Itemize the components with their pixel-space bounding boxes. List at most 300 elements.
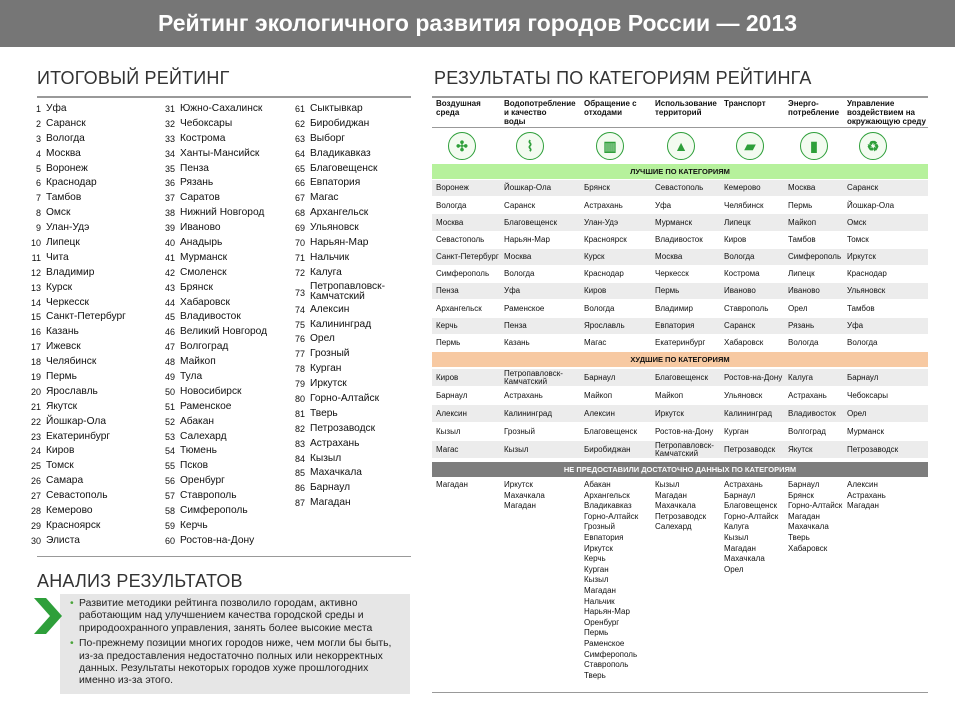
category-cell: Пенза (436, 286, 459, 296)
nodata-city: Керчь (584, 554, 606, 564)
category-cell: Пермь (788, 200, 813, 210)
ranking-row (30, 251, 126, 266)
city-name: Алексин (310, 303, 350, 315)
city-name: Саратов (180, 192, 220, 204)
category-cell: Майкоп (584, 390, 613, 400)
ranking-row (30, 430, 126, 445)
category-cell: Алексин (436, 408, 467, 418)
ranking-row (160, 266, 267, 281)
rank-number: 83 (294, 438, 305, 449)
city-name: Кызыл (310, 452, 342, 464)
city-name: Ростов-на-Дону (180, 534, 255, 546)
rank-number: 35 (164, 163, 175, 174)
category-cell: Саранск (724, 320, 756, 330)
category-cell: Уфа (655, 200, 672, 210)
category-cell: Ростов-на-Дону (724, 372, 783, 382)
category-cell: Вологда (788, 338, 819, 348)
category-header: Управление воздействием на окружающую среду (847, 99, 926, 126)
city-name: Самара (46, 475, 84, 487)
rank-number: 24 (30, 446, 41, 457)
rank-number: 64 (294, 148, 305, 159)
city-name: Петропавловск-Камчатский (310, 280, 385, 302)
category-header: Транспорт (724, 99, 766, 108)
city-name: Орел (310, 333, 335, 345)
category-cell: Хабаровск (724, 338, 764, 348)
rank-number: 65 (294, 163, 305, 174)
city-name: Черкесск (46, 296, 90, 308)
category-cell: Липецк (788, 269, 815, 279)
category-cell: Брянск (584, 183, 610, 193)
city-name: Волгоград (180, 341, 229, 353)
rank-number: 85 (294, 468, 305, 479)
category-cell: Пермь (436, 338, 461, 348)
nodata-band: НЕ ПРЕДОСТАВИЛИ ДОСТАТОЧНО ДАННЫХ ПО КАТЕГОРИЯМ (432, 462, 928, 477)
category-cell: Воронеж (436, 183, 469, 193)
category-cell: Магас (436, 444, 459, 454)
city-name: Воронеж (46, 162, 88, 174)
ranking-row (160, 310, 267, 325)
ranking-row (30, 266, 126, 281)
category-cell: Санкт-Петербург (436, 252, 499, 262)
city-name: Хабаровск (180, 296, 230, 308)
ranking-row (160, 459, 267, 474)
city-name: Нижний Новгород (180, 207, 265, 219)
rank-number: 51 (164, 401, 175, 412)
ranking-row (160, 534, 267, 549)
category-cell: Кострома (724, 269, 760, 279)
ranking-row (30, 147, 126, 162)
city-name: Новосибирск (180, 385, 242, 397)
rank-number: 78 (294, 364, 305, 375)
ranking-row (160, 147, 267, 162)
nodata-column (788, 480, 842, 554)
category-cell: Иваново (788, 286, 820, 296)
category-header: Обращение с отходами (584, 99, 637, 117)
rank-number: 77 (294, 349, 305, 360)
category-cell: Вологда (847, 338, 878, 348)
category-header: Воздушная среда (436, 99, 481, 117)
nodata-city: Иркутск (504, 480, 533, 489)
city-name: Челябинск (46, 356, 97, 368)
rank-number: 50 (164, 386, 175, 397)
category-cell: Чебоксары (847, 390, 888, 400)
nodata-city: Благовещенск (724, 501, 777, 511)
rank-number: 9 (35, 223, 41, 234)
city-name: Чита (46, 251, 69, 263)
city-name: Южно-Сахалинск (180, 103, 263, 114)
category-cell: Благовещенск (655, 372, 708, 382)
category-cell: Черкесск (655, 269, 689, 279)
city-name: Тюмень (180, 445, 217, 457)
ranking-row (30, 459, 126, 474)
category-row (432, 387, 928, 405)
nodata-city: Петрозаводск (655, 511, 707, 521)
rank-number: 74 (294, 304, 305, 315)
nodata-city: Астрахань (847, 490, 886, 500)
city-name: Благовещенск (310, 162, 378, 174)
category-cell: Вологда (584, 303, 615, 313)
city-name: Магас (310, 192, 339, 204)
category-cell: Благовещенск (584, 426, 637, 436)
category-cell: Вологда (504, 269, 535, 279)
rank-number: 44 (164, 297, 175, 308)
overall-rating-bottom-rule (37, 556, 411, 557)
category-cell: Петропавловск-Камчатский (504, 368, 563, 386)
city-name: Владимир (46, 266, 95, 278)
category-cell: Йошкар-Ола (504, 183, 552, 193)
rank-number: 25 (30, 461, 41, 472)
rank-number: 55 (164, 461, 175, 472)
ranking-row (290, 191, 405, 206)
nodata-city: Горно-Алтайск (724, 511, 779, 521)
city-name: Саранск (46, 117, 86, 129)
ranking-row (160, 191, 267, 206)
city-name: Горно-Алтайск (310, 393, 380, 405)
category-cell: Курган (724, 426, 749, 436)
ranking-row (160, 504, 267, 519)
city-name: Раменское (180, 400, 232, 412)
category-cell: Орел (788, 303, 808, 313)
ranking-row (290, 347, 405, 362)
rank-number: 67 (294, 193, 305, 204)
city-name: Курск (46, 281, 73, 293)
city-name: Евпатория (310, 177, 361, 189)
ranking-row (290, 102, 405, 117)
rank-number: 30 (30, 535, 41, 546)
rank-number: 71 (294, 252, 305, 263)
ranking-row (290, 117, 405, 132)
category-cell: Евпатория (655, 320, 695, 330)
nodata-city: Абакан (584, 480, 611, 489)
ranking-row (30, 236, 126, 251)
category-cell: Петропавловск-Камчатский (655, 440, 714, 458)
rank-number: 22 (30, 416, 41, 427)
city-name: Севастополь (46, 490, 108, 502)
rank-number: 6 (35, 178, 41, 189)
category-cell: Петрозаводск (847, 444, 899, 454)
nodata-city: Магадан (504, 501, 536, 511)
category-cell: Астрахань (788, 390, 827, 400)
ranking-row (290, 392, 405, 407)
ranking-row (290, 281, 405, 303)
city-name: Нальчик (310, 251, 350, 263)
ranking-row (290, 422, 405, 437)
category-row (432, 249, 928, 266)
city-name: Якутск (46, 400, 78, 412)
nodata-city: Брянск (788, 490, 814, 500)
category-cell: Владимир (655, 303, 694, 313)
nodata-city: Махачкала (788, 522, 829, 532)
categories-rule (432, 96, 928, 98)
nodata-column (504, 480, 545, 512)
category-header: Энерго-потребление (788, 99, 840, 117)
city-name: Выборг (310, 132, 345, 144)
city-name: Керчь (180, 519, 208, 531)
nodata-city: Иркутск (584, 543, 613, 553)
ranking-row (30, 281, 126, 296)
ranking-row (30, 355, 126, 370)
nodata-city: Калуга (724, 522, 749, 532)
ranking-row (160, 162, 267, 177)
city-name: Курган (310, 363, 342, 375)
wind-turbine-icon: ✣ (448, 132, 476, 160)
category-cell: Калининград (724, 408, 773, 418)
category-cell: Барнаул (436, 390, 468, 400)
category-cell: Пермь (655, 286, 680, 296)
nodata-city: Махачкала (655, 501, 696, 511)
category-cell: Рязань (788, 320, 815, 330)
rank-number: 66 (294, 178, 305, 189)
city-name: Казань (46, 326, 79, 338)
rank-number: 27 (30, 491, 41, 502)
ranking-row (160, 385, 267, 400)
city-name: Краснодар (46, 177, 97, 189)
category-cell: Волгоград (788, 426, 826, 436)
category-cell: Мурманск (847, 426, 884, 436)
category-cell: Уфа (847, 320, 864, 330)
rank-number: 72 (294, 267, 305, 278)
nodata-city: Тверь (584, 670, 606, 680)
ranking-row (30, 370, 126, 385)
ranking-row (30, 504, 126, 519)
rank-number: 15 (30, 312, 41, 323)
city-name: Кемерово (46, 505, 93, 517)
nodata-city: Раменское (584, 638, 625, 648)
category-cell: Иваново (724, 286, 756, 296)
nodata-city: Астрахань (724, 480, 763, 489)
city-name: Майкоп (180, 356, 216, 368)
category-cell: Кызыл (436, 426, 461, 436)
rank-number: 5 (35, 163, 41, 174)
rank-number: 43 (164, 282, 175, 293)
category-cell: Тамбов (788, 234, 816, 244)
overall-rating-heading: ИТОГОВЫЙ РЕЙТИНГ (37, 68, 230, 88)
city-name: Липецк (46, 237, 80, 249)
category-row (432, 214, 928, 231)
city-name: Салехард (180, 430, 227, 442)
category-cell: Краснодар (584, 269, 624, 279)
ranking-row (30, 325, 126, 340)
city-name: Астрахань (310, 437, 360, 449)
nodata-city: Барнаул (724, 490, 756, 500)
analysis-bullets (70, 598, 405, 691)
land-icon: ▲ (667, 132, 695, 160)
ranking-row (290, 452, 405, 467)
category-cell: Симферополь (436, 269, 490, 279)
category-row (432, 283, 928, 300)
rank-number: 11 (31, 252, 41, 263)
category-cell: Грозный (504, 426, 535, 436)
ranking-row (30, 474, 126, 489)
ranking-row (290, 466, 405, 481)
rank-number: 37 (164, 193, 175, 204)
nodata-city: Нарьян-Мар (584, 607, 630, 617)
city-name: Томск (46, 460, 74, 472)
overall-rating-col-2 (160, 102, 267, 549)
ranking-row (160, 296, 267, 311)
city-name: Ставрополь (180, 490, 237, 502)
rank-number: 10 (30, 238, 41, 249)
nodata-column (655, 480, 706, 533)
city-name: Брянск (180, 281, 213, 293)
ranking-row (160, 132, 267, 147)
nodata-city: Салехард (655, 522, 692, 532)
nodata-city: Курган (584, 564, 609, 574)
ranking-row (290, 303, 405, 318)
rank-number: 68 (294, 208, 305, 219)
analysis-bullet: • По-прежнему позиции многих городов ниже, чем могли бы быть, из-за предоставления недостаточно полных или некорректных данных. Результаты некоторых городов хуже прошлогодних именно из-за этого. (70, 638, 392, 687)
ranking-row (160, 176, 267, 191)
category-cell: Магас (584, 338, 607, 348)
rank-number: 8 (35, 208, 41, 219)
category-cell: Мурманск (655, 217, 692, 227)
rank-number: 40 (164, 238, 175, 249)
nodata-city: Нальчик (584, 596, 615, 606)
category-cell: Курск (584, 252, 605, 262)
city-name: Абакан (180, 415, 215, 427)
ranking-row (160, 221, 267, 236)
category-header-rule (432, 127, 928, 128)
bottom-rule (432, 692, 928, 693)
city-name: Нарьян-Мар (310, 237, 369, 249)
rank-number: 58 (164, 506, 175, 517)
city-name: Йошкар-Ола (46, 415, 106, 427)
category-cell: Ростов-на-Дону (655, 426, 714, 436)
rank-number: 61 (294, 104, 305, 114)
rank-number: 75 (294, 319, 305, 330)
nodata-city: Барнаул (788, 480, 820, 489)
nodata-column (436, 480, 468, 491)
trash-bin-icon: ▥ (596, 132, 624, 160)
category-row (432, 405, 928, 423)
city-name: Смоленск (180, 266, 227, 278)
category-cell: Барнаул (847, 372, 879, 382)
rank-number: 36 (164, 178, 175, 189)
category-cell: Краснодар (847, 269, 887, 279)
ranking-row (290, 332, 405, 347)
rank-number: 33 (164, 133, 175, 144)
ranking-row (290, 221, 405, 236)
category-cell: Омск (847, 217, 867, 227)
best-band: ЛУЧШИЕ ПО КАТЕГОРИЯМ (432, 164, 928, 179)
city-name: Ульяновск (310, 222, 359, 234)
ranking-row (290, 162, 405, 177)
rank-number: 38 (164, 208, 175, 219)
city-name: Ижевск (46, 341, 81, 353)
city-name: Киров (46, 445, 75, 457)
worst-band: ХУДШИЕ ПО КАТЕГОРИЯМ (432, 352, 928, 367)
ranking-row (290, 236, 405, 251)
category-cell: Симферополь (788, 252, 842, 262)
category-cell: Благовещенск (504, 217, 557, 227)
chevron-right-icon (34, 598, 62, 634)
category-cell: Раменское (504, 303, 545, 313)
city-name: Великий Новгород (180, 326, 268, 338)
category-header: Водопотребление и качество воды (504, 99, 576, 126)
category-cell: Ульяновск (724, 390, 763, 400)
ranking-row (30, 519, 126, 534)
nodata-city: Владикавказ (584, 501, 632, 511)
ranking-row (30, 415, 126, 430)
rank-number: 45 (164, 312, 175, 323)
rank-number: 16 (30, 327, 41, 338)
ranking-row (290, 481, 405, 496)
nodata-city: Симферополь (584, 649, 638, 659)
rank-number: 18 (30, 357, 41, 368)
rank-number: 73 (294, 287, 305, 298)
city-name: Барнаул (310, 482, 351, 494)
category-cell: Москва (655, 252, 683, 262)
ranking-row (290, 266, 405, 281)
ranking-row (160, 430, 267, 445)
category-cell: Биробиджан (584, 444, 631, 454)
nodata-city: Оренбург (584, 617, 620, 627)
nodata-city: Махачкала (504, 490, 545, 500)
category-cell: Ульяновск (847, 286, 886, 296)
ranking-row (30, 132, 126, 147)
city-name: Грозный (310, 348, 350, 360)
category-cell: Вологда (724, 252, 755, 262)
rank-number: 3 (35, 133, 41, 144)
city-name: Калининград (310, 318, 372, 330)
city-name: Уфа (46, 103, 67, 114)
ranking-row (290, 362, 405, 377)
ranking-row (30, 162, 126, 177)
city-name: Омск (46, 207, 71, 219)
nodata-city: Горно-Алтайск (584, 511, 639, 521)
category-row (432, 318, 928, 335)
city-name: Пенза (180, 162, 209, 174)
rank-number: 14 (30, 297, 41, 308)
category-cell: Киров (584, 286, 607, 296)
overall-rating-col-3 (290, 102, 405, 511)
rank-number: 20 (30, 386, 41, 397)
rank-number: 86 (294, 483, 305, 494)
city-name: Иваново (180, 222, 221, 234)
ranking-row (290, 437, 405, 452)
category-cell: Орел (847, 408, 867, 418)
category-cell: Тамбов (847, 303, 875, 313)
ranking-row (160, 325, 267, 340)
ranking-row (290, 318, 405, 333)
city-name: Ярославль (46, 385, 98, 397)
ranking-row (160, 236, 267, 251)
city-name: Вологда (46, 132, 85, 144)
category-row (432, 300, 928, 317)
category-cell: Челябинск (724, 200, 764, 210)
rank-number: 79 (294, 379, 305, 390)
category-cell: Алексин (584, 408, 615, 418)
nodata-city: Алексин (847, 480, 878, 489)
city-name: Екатеринбург (46, 430, 111, 442)
rank-number: 32 (164, 118, 175, 129)
ranking-row (160, 474, 267, 489)
rank-number: 21 (30, 401, 41, 412)
ranking-row (290, 377, 405, 392)
city-name: Иркутск (310, 378, 347, 390)
ranking-row (30, 310, 126, 325)
city-name: Рязань (180, 177, 214, 189)
ranking-row (30, 534, 126, 549)
analysis-bullet: • Развитие методики рейтинга позволило городам, активно работающим над улучшением качества городской среды и природоохранного управления, занять более высокие места (70, 598, 373, 634)
rank-number: 41 (164, 252, 175, 263)
category-cell: Якутск (788, 444, 813, 454)
ranking-row (30, 400, 126, 415)
car-icon: ▰ (736, 132, 764, 160)
ranking-row (160, 370, 267, 385)
best-table (432, 180, 928, 352)
nodata-city: Кызыл (655, 480, 680, 489)
